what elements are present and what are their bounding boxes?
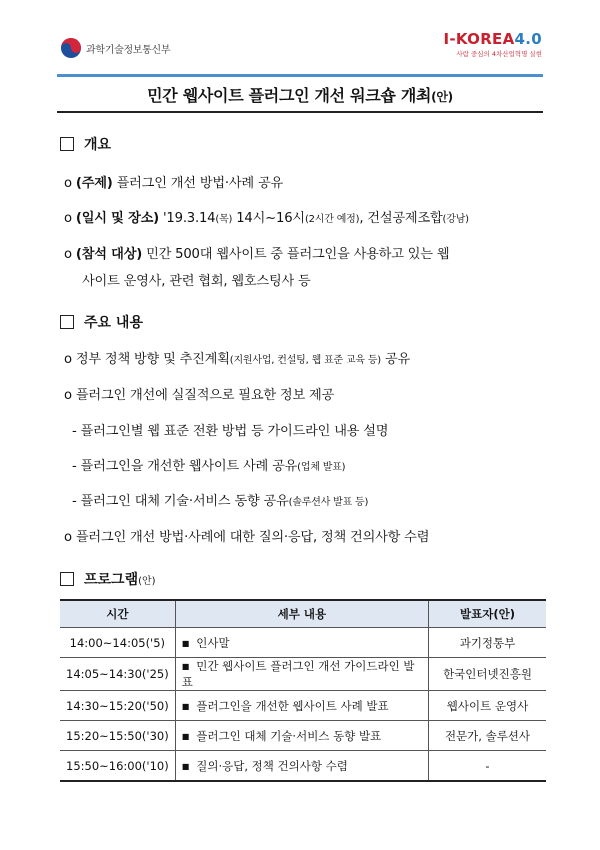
overview-attendees: o (참석 대상) 민간 500대 웹사이트 중 플러그인을 사용하고 있는 웹	[64, 247, 450, 262]
ministry-logo	[60, 37, 170, 59]
main-sub-guideline: - 플러그인별 웹 표준 전환 방법 등 가이드라인 내용 설명	[72, 424, 389, 439]
overview-topic: o (주제) 플러그인 개선 방법·사례 공유	[64, 176, 284, 191]
section-overview-heading: 개요	[60, 134, 111, 154]
row-content: ■ 플러그인 대체 기술·서비스 동향 발표	[175, 721, 428, 751]
checkbox-square-icon	[60, 572, 74, 586]
table-row	[60, 691, 546, 721]
square-bullet-icon: ■	[181, 731, 190, 741]
title-bar	[57, 74, 543, 113]
row-content: ■ 플러그인을 개선한 웹사이트 사례 발표	[175, 691, 428, 721]
i-korea-slogan: 사람 중심의 4차산업혁명 실현	[456, 50, 542, 58]
main-qa-line: o 플러그인 개선 방법·사례에 대한 질의·응답, 정책 건의사항 수렴	[64, 530, 430, 545]
col-content: 세부 내용	[175, 600, 428, 628]
document-header	[0, 0, 600, 110]
main-sub-trend: - 플러그인 대체 기술·서비스 동향 공유(솔루션사 발표 등)	[72, 494, 369, 509]
taegeuk-emblem-icon	[60, 37, 82, 59]
checkbox-square-icon	[60, 315, 74, 329]
row-time: 15:20~15:50('30)	[60, 721, 175, 751]
row-speaker: 과기정통부	[429, 628, 547, 658]
row-time: 14:30~15:20('50)	[60, 691, 175, 721]
square-bullet-icon: ■	[181, 638, 190, 648]
row-speaker: -	[429, 751, 547, 782]
square-bullet-icon: ■	[181, 662, 190, 671]
col-speaker: 발표자(안)	[429, 600, 547, 628]
row-time: 14:00~14:05('5)	[60, 628, 175, 658]
square-bullet-icon: ■	[181, 761, 190, 771]
main-sub-case: - 플러그인을 개선한 웹사이트 사례 공유(업체 발표)	[72, 459, 346, 474]
table-row	[60, 658, 546, 691]
table-row	[60, 628, 546, 658]
row-time: 14:05~14:30('25)	[60, 658, 175, 691]
row-time: 15:50~16:00('10)	[60, 751, 175, 782]
program-table	[60, 599, 546, 782]
row-speaker: 전문가, 솔루션사	[429, 721, 547, 751]
overview-attendees-cont: 사이트 운영사, 관련 협회, 웹호스팅사 등	[82, 274, 311, 289]
ministry-name: 과학기술정보통신부	[86, 44, 171, 56]
checkbox-square-icon	[60, 137, 74, 151]
row-content: ■ 인사말	[175, 628, 428, 658]
overview-datetime-place: o (일시 및 장소) '19.3.14(목) 14시~16시(2시간 예정), 건설공제조합(강남)	[64, 211, 469, 226]
page-title: 민간 웹사이트 플러그인 개선 워크숍 개최(안)	[147, 85, 453, 105]
row-speaker: 웹사이트 운영사	[429, 691, 547, 721]
i-korea-number: 4.0	[514, 30, 542, 48]
main-info-line: o 플러그인 개선에 실질적으로 필요한 정보 제공	[64, 388, 335, 403]
section-main-content-heading: 주요 내용	[60, 312, 143, 332]
section-program-heading: 프로그램 (안)	[60, 569, 156, 589]
row-content: ■ 민간 웹사이트 플러그인 개선 가이드라인 발표	[175, 658, 428, 691]
table-row	[60, 721, 546, 751]
square-bullet-icon: ■	[181, 701, 190, 711]
table-row	[60, 751, 546, 782]
table-header-row	[60, 600, 546, 628]
row-content: ■ 질의·응답, 정책 건의사항 수렴	[175, 751, 428, 782]
i-korea-logo	[444, 30, 543, 58]
main-policy-line: o 정부 정책 방향 및 추진계획(지원사업, 컨설팅, 웹 표준 교육 등) 공유	[64, 352, 411, 367]
row-speaker: 한국인터넷진흥원	[429, 658, 547, 691]
col-time: 시간	[60, 600, 175, 628]
i-korea-text: I-KOREA	[443, 30, 515, 48]
